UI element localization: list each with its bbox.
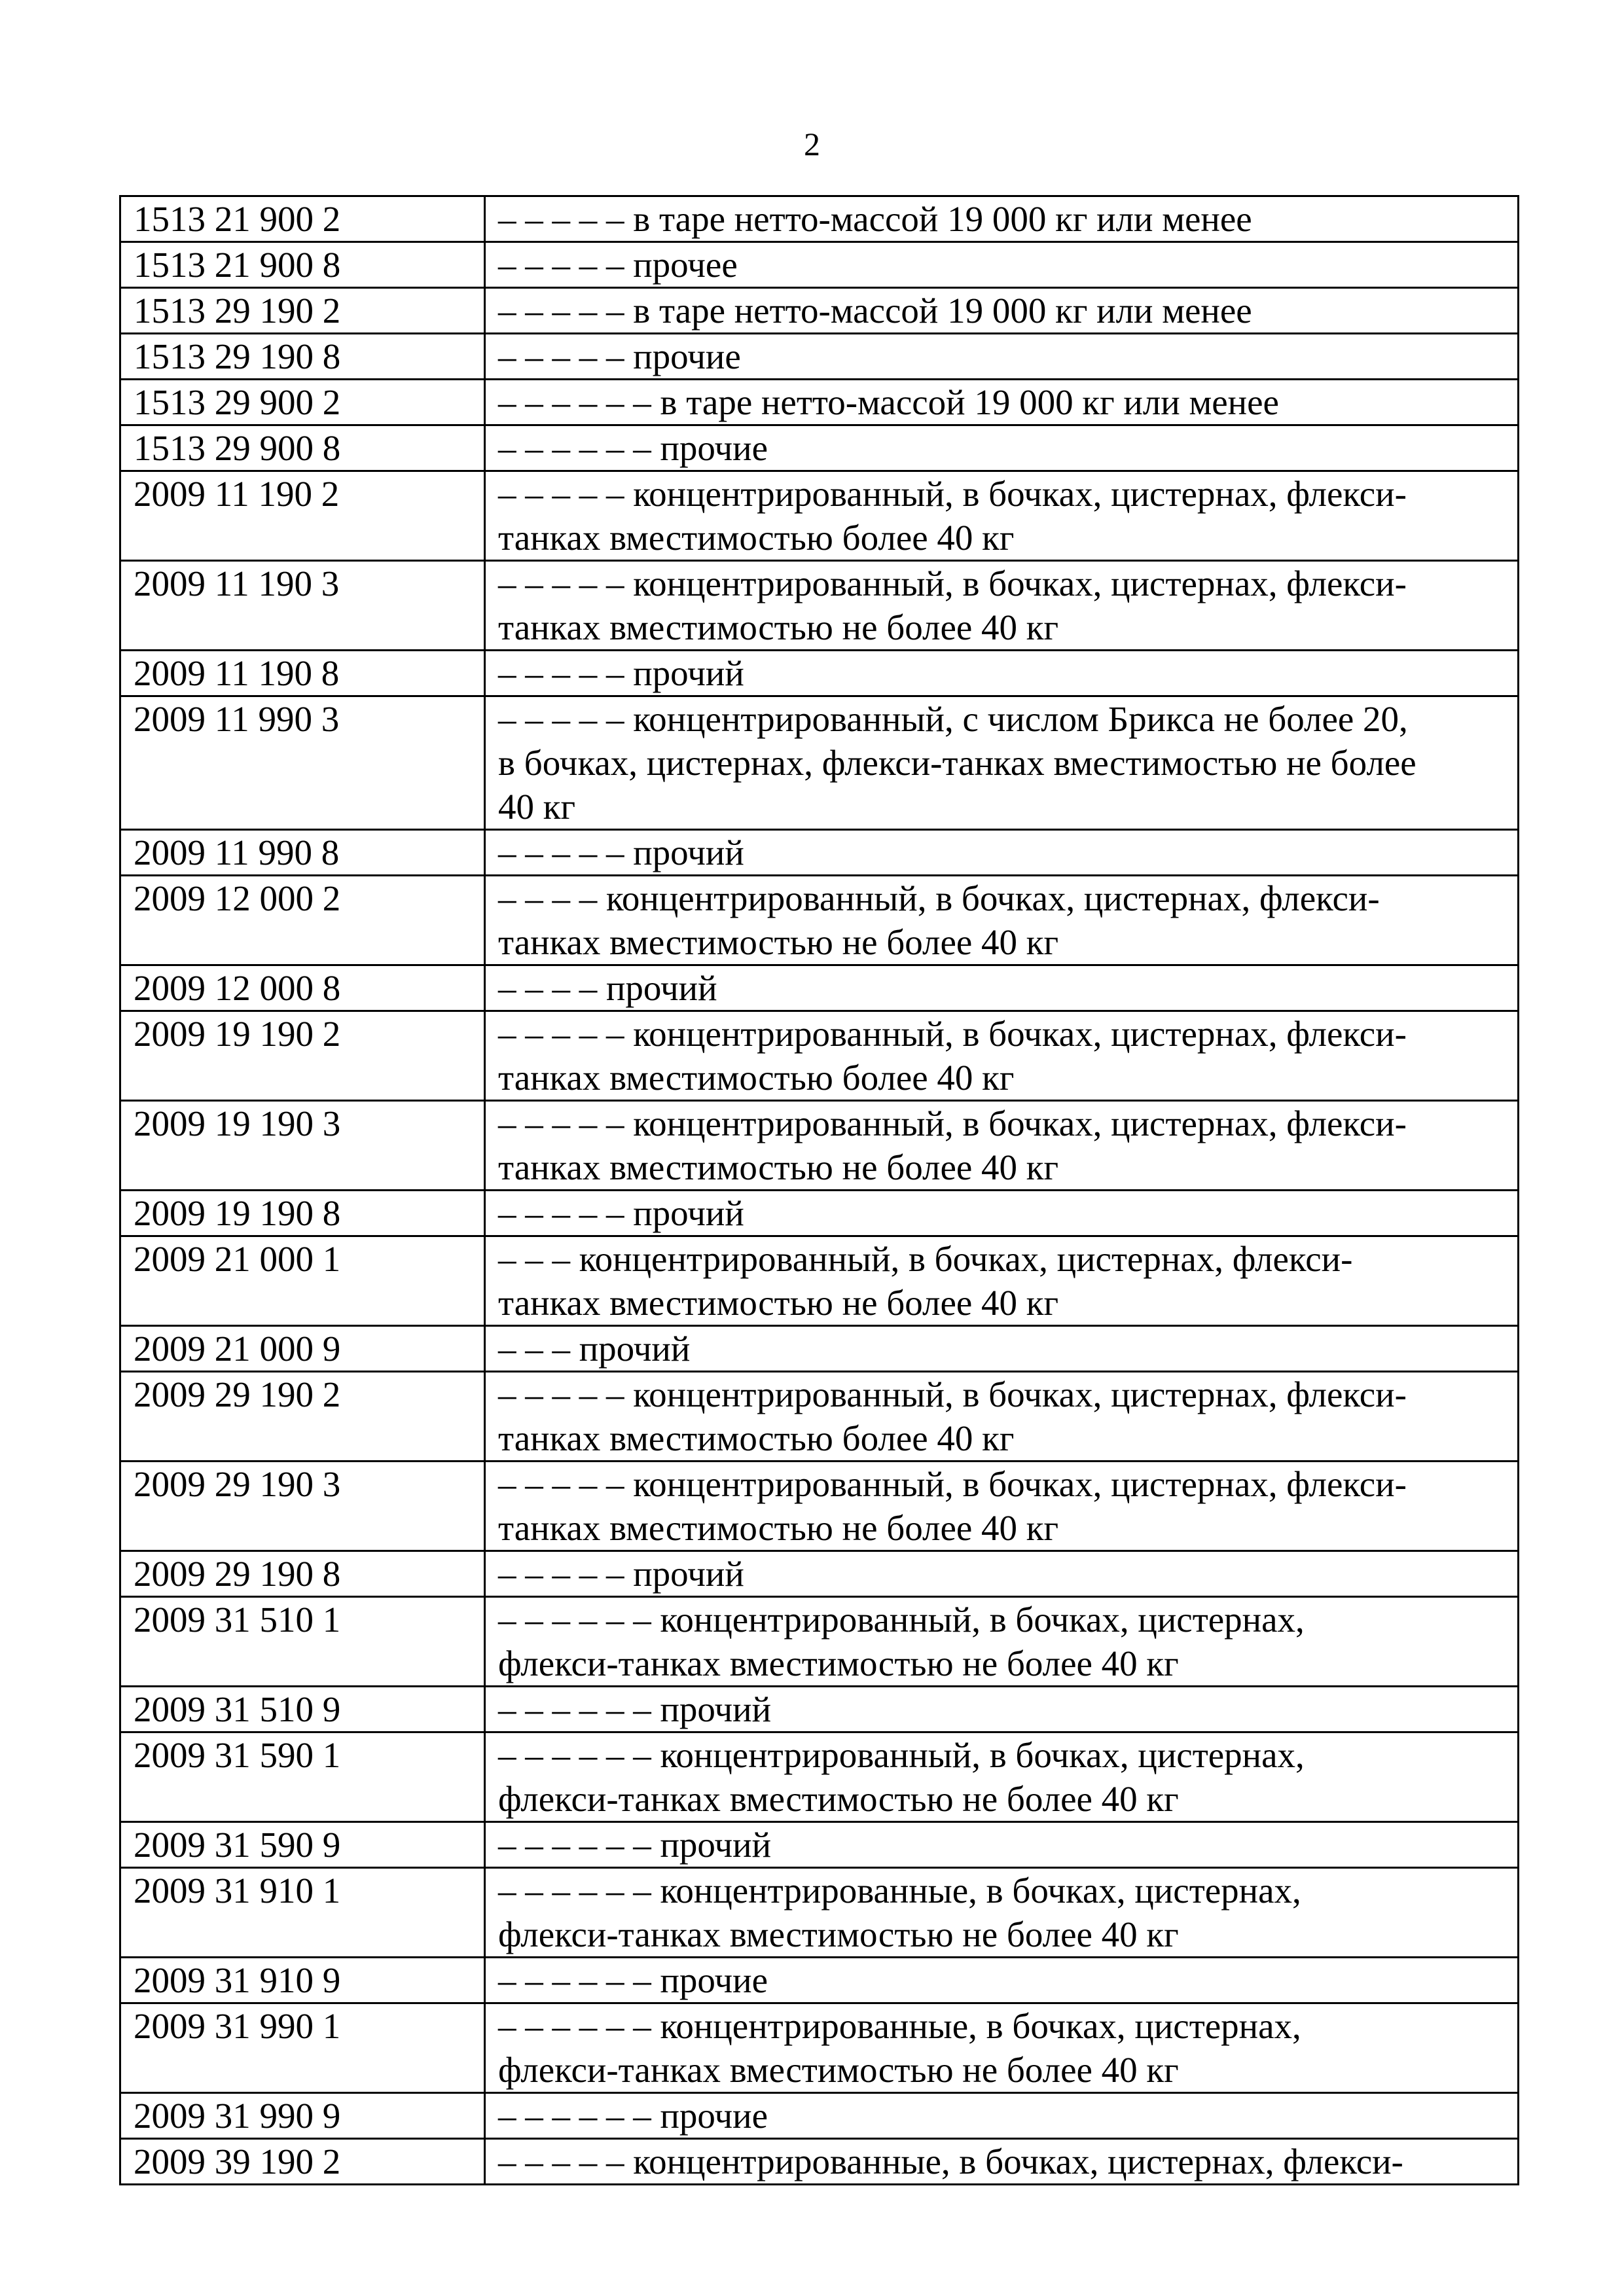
- commodity-code-table: [119, 195, 1519, 2185]
- code-cell: 2009 12 000 8: [120, 965, 485, 1011]
- table-body: [120, 196, 1519, 2185]
- description-cell: – – – – – – концентрированный, в бочках, цистернах, флекси-танках вместимостью не более 40 кг: [485, 1597, 1519, 1687]
- code-cell: 1513 29 900 8: [120, 425, 485, 471]
- table-row: [120, 242, 1519, 288]
- description-cell: – – – – – концентрированный, в бочках, цистернах, флекси- танках вместимостью не более 40 кг: [485, 561, 1519, 651]
- code-cell: 2009 11 990 8: [120, 830, 485, 876]
- code-cell: 2009 39 190 2: [120, 2139, 485, 2185]
- description-cell: – – – – – концентрированный, в бочках, цистернах, флекси- танках вместимостью более 40 кг: [485, 1372, 1519, 1462]
- code-cell: 1513 29 900 2: [120, 380, 485, 425]
- code-cell: 2009 11 990 3: [120, 696, 485, 830]
- table-row: [120, 696, 1519, 830]
- table-row: [120, 1462, 1519, 1551]
- description-cell: – – – – – – прочие: [485, 2093, 1519, 2139]
- table-row: [120, 334, 1519, 380]
- table-row: [120, 380, 1519, 425]
- table-row: [120, 1732, 1519, 1822]
- description-cell: – – – – прочий: [485, 965, 1519, 1011]
- table-row: [120, 1822, 1519, 1868]
- table-row: [120, 288, 1519, 334]
- code-cell: 1513 29 190 2: [120, 288, 485, 334]
- code-cell: 2009 19 190 3: [120, 1101, 485, 1191]
- code-cell: 2009 11 190 3: [120, 561, 485, 651]
- table-row: [120, 965, 1519, 1011]
- code-cell: 2009 29 190 3: [120, 1462, 485, 1551]
- description-cell: – – – – – – в таре нетто-массой 19 000 кг или менее: [485, 380, 1519, 425]
- table-row: [120, 1101, 1519, 1191]
- code-cell: 1513 29 190 8: [120, 334, 485, 380]
- description-cell: – – – концентрированный, в бочках, цистернах, флекси- танках вместимостью не более 40 кг: [485, 1236, 1519, 1326]
- description-cell: – – – – – прочий: [485, 651, 1519, 696]
- description-cell: – – – – – – концентрированный, в бочках, цистернах, флекси-танках вместимостью не более 40 кг: [485, 1732, 1519, 1822]
- description-cell: – – – – – концентрированный, в бочках, цистернах, флекси- танках вместимостью не более 40 кг: [485, 1101, 1519, 1191]
- description-cell: – – – – – концентрированный, в бочках, цистернах, флекси- танках вместимостью не более 40 кг: [485, 1462, 1519, 1551]
- table-row: [120, 1597, 1519, 1687]
- code-cell: 2009 31 990 9: [120, 2093, 485, 2139]
- table-row: [120, 2093, 1519, 2139]
- description-cell: – – – – – – прочие: [485, 425, 1519, 471]
- table-row: [120, 1687, 1519, 1732]
- description-cell: – – – – – – прочий: [485, 1687, 1519, 1732]
- code-cell: 2009 29 190 2: [120, 1372, 485, 1462]
- description-cell: – – – – – прочий: [485, 1191, 1519, 1236]
- description-cell: – – – – – – концентрированные, в бочках, цистернах, флекси-танках вместимостью не более 40 кг: [485, 2003, 1519, 2093]
- table-row: [120, 830, 1519, 876]
- table-row: [120, 1372, 1519, 1462]
- table-row: [120, 2139, 1519, 2185]
- description-cell: – – – – – прочий: [485, 1551, 1519, 1597]
- code-cell: 2009 21 000 9: [120, 1326, 485, 1372]
- table-row: [120, 1236, 1519, 1326]
- table-row: [120, 196, 1519, 242]
- description-cell: – – – – – в таре нетто-массой 19 000 кг или менее: [485, 196, 1519, 242]
- description-cell: – – – – – прочий: [485, 830, 1519, 876]
- table-row: [120, 876, 1519, 965]
- description-cell: – – – – – – прочие: [485, 1958, 1519, 2003]
- table-row: [120, 2003, 1519, 2093]
- code-cell: 1513 21 900 2: [120, 196, 485, 242]
- description-cell: – – – – – концентрированный, в бочках, цистернах, флекси- танках вместимостью более 40 кг: [485, 471, 1519, 561]
- description-cell: – – – – – прочие: [485, 334, 1519, 380]
- table-row: [120, 1326, 1519, 1372]
- code-cell: 2009 12 000 2: [120, 876, 485, 965]
- code-cell: 2009 11 190 2: [120, 471, 485, 561]
- table-row: [120, 425, 1519, 471]
- code-cell: 2009 19 190 8: [120, 1191, 485, 1236]
- table-row: [120, 561, 1519, 651]
- description-cell: – – – – – прочее: [485, 242, 1519, 288]
- description-cell: – – – – – концентрированный, с числом Брикса не более 20, в бочках, цистернах, флекси-танках вместимостью не более 40 кг: [485, 696, 1519, 830]
- code-cell: 2009 31 910 1: [120, 1868, 485, 1958]
- table-row: [120, 1868, 1519, 1958]
- table-row: [120, 1958, 1519, 2003]
- description-cell: – – – прочий: [485, 1326, 1519, 1372]
- table-row: [120, 1551, 1519, 1597]
- code-cell: 2009 19 190 2: [120, 1011, 485, 1101]
- description-cell: – – – – – концентрированный, в бочках, цистернах, флекси- танках вместимостью более 40 кг: [485, 1011, 1519, 1101]
- code-cell: 2009 31 590 9: [120, 1822, 485, 1868]
- code-cell: 2009 31 510 9: [120, 1687, 485, 1732]
- table-row: [120, 1011, 1519, 1101]
- description-cell: – – – – – – концентрированные, в бочках, цистернах, флекси-танках вместимостью не более 40 кг: [485, 1868, 1519, 1958]
- table-row: [120, 471, 1519, 561]
- description-cell: – – – – концентрированный, в бочках, цистернах, флекси- танках вместимостью не более 40 кг: [485, 876, 1519, 965]
- description-cell: – – – – – – прочий: [485, 1822, 1519, 1868]
- description-cell: – – – – – концентрированные, в бочках, цистернах, флекси-: [485, 2139, 1519, 2185]
- table-row: [120, 651, 1519, 696]
- code-cell: 2009 21 000 1: [120, 1236, 485, 1326]
- code-cell: 2009 31 910 9: [120, 1958, 485, 2003]
- code-cell: 2009 29 190 8: [120, 1551, 485, 1597]
- code-cell: 2009 31 590 1: [120, 1732, 485, 1822]
- code-cell: 2009 31 510 1: [120, 1597, 485, 1687]
- page-number: 2: [804, 126, 820, 162]
- description-cell: – – – – – в таре нетто-массой 19 000 кг или менее: [485, 288, 1519, 334]
- code-cell: 2009 31 990 1: [120, 2003, 485, 2093]
- code-cell: 2009 11 190 8: [120, 651, 485, 696]
- table-row: [120, 1191, 1519, 1236]
- code-cell: 1513 21 900 8: [120, 242, 485, 288]
